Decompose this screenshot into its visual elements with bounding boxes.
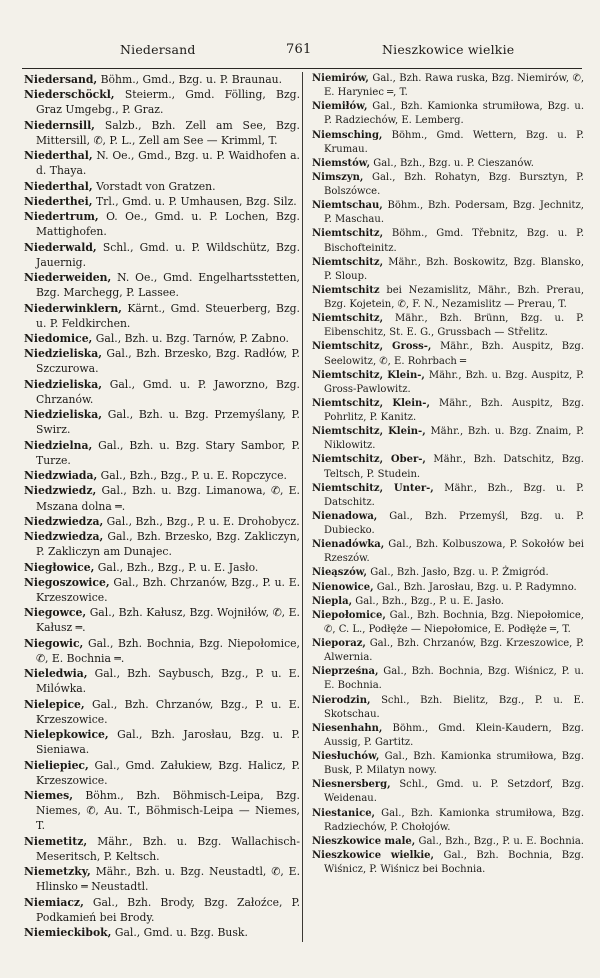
gazetteer-entry bbox=[312, 171, 584, 199]
gazetteer-entry bbox=[312, 312, 584, 340]
column-divider bbox=[302, 72, 303, 942]
entry-text: Gal., Bzh., Bzg., P. u. E. Ropczyce. bbox=[100, 469, 287, 483]
gazetteer-entry bbox=[24, 331, 300, 346]
entry-name: Niederschöckl, bbox=[24, 88, 115, 102]
entry-name: Nieąszów, bbox=[312, 567, 368, 579]
entry-text: Gal., Gmd. u. Bzg. Busk. bbox=[114, 926, 248, 940]
page-header bbox=[0, 42, 600, 62]
entry-name: Niedernsill, bbox=[24, 118, 95, 132]
gazetteer-entry bbox=[24, 514, 300, 529]
gazetteer-entry bbox=[24, 468, 300, 483]
entry-name: Niemtschitz, Klein-, bbox=[312, 426, 426, 438]
entry-text: Mähr., Bzh., Bzg. u. P. Datschitz. bbox=[324, 482, 584, 508]
gazetteer-entry bbox=[24, 895, 300, 925]
header-rule bbox=[22, 68, 582, 69]
gazetteer-entry bbox=[24, 666, 300, 696]
gazetteer-entry bbox=[24, 407, 300, 437]
entry-text: Gal., Bzh. u. Bzg. Limanowa, ✆, E. Mszana dolna ═. bbox=[36, 484, 300, 513]
entry-text: Böhm., Gmd. Třebnitz, Bzg. u. P. Bischofteinitz. bbox=[324, 228, 584, 254]
running-head-right: Nieszkowice wielkie bbox=[382, 42, 515, 57]
entry-name: Niesnersberg, bbox=[312, 779, 391, 791]
gazetteer-entry bbox=[24, 605, 300, 635]
entry-name: Nieszkowice wielkie, bbox=[312, 849, 434, 861]
gazetteer-entry bbox=[312, 694, 584, 722]
entry-name: Nieprześna, bbox=[312, 666, 379, 678]
gazetteer-entry bbox=[24, 179, 300, 194]
gazetteer-entry bbox=[312, 256, 584, 284]
entry-text: Gal., Bzh., Bzg. u. P. Cieszanów. bbox=[373, 157, 534, 169]
gazetteer-entry bbox=[312, 581, 584, 595]
entry-text: Gal., Bzh. Kamionka strumiłowa, Bzg. Busk, P. Milatyn nowy. bbox=[324, 751, 584, 777]
entry-text: Gal., Bzh. Bochnia, Bzg. Niepołomice, ✆, C. L., Podłęże — Niepołomice, E. Podłęże ═, T. bbox=[324, 609, 584, 635]
gazetteer-entry bbox=[312, 129, 584, 157]
entry-name: Niemirów, bbox=[312, 73, 369, 84]
entry-name: Niegoszowice, bbox=[24, 575, 110, 589]
entry-text: bei Nezamislitz, Mähr., Bzh. Prerau, Bzg. Kojetein, ✆, F. N., Nezamislitz — Prerau, T. bbox=[324, 284, 585, 310]
entry-text: Mähr., Bzh. Auspitz, Bzg. Pohrlitz, P. Kanitz. bbox=[324, 397, 585, 423]
gazetteer-entry bbox=[24, 925, 300, 940]
entry-text: Gal., Bzh. Chrzanów, Bzg., P. u. E. Krzeszowice. bbox=[36, 697, 301, 726]
entry-text: Mähr., Bzh. u. Bzg. Neustadtl, ✆, E. Hlinsko ═ Neustadtl. bbox=[36, 865, 300, 894]
page-number: 761 bbox=[286, 42, 312, 57]
entry-text: N. Oe., Gmd. Engelhartsstetten, Bzg. Marchegg, P. Lassee. bbox=[36, 271, 300, 300]
gazetteer-entry bbox=[312, 369, 584, 397]
entry-name: Niederwinklern, bbox=[24, 301, 122, 315]
entry-text: Salzb., Bzh. Zell am See, Bzg. Mittersill, ✆, P. L., Zell am See — Krimml, T. bbox=[36, 118, 300, 147]
entry-name: Niedzielna, bbox=[24, 438, 93, 452]
entry-name: Niedertrum, bbox=[24, 210, 99, 224]
entry-name: Nienowice, bbox=[312, 581, 374, 593]
gazetteer-entry bbox=[24, 697, 300, 727]
entry-text: Steierm., Gmd. Fölling, Bzg. Graz Umgebg., P. Graz. bbox=[36, 88, 300, 117]
entry-text: Mähr., Bzh. Brünn, Bzg. u. P. Eibenschitz, St. E. G., Grussbach — Střelitz. bbox=[324, 313, 584, 339]
gazetteer-entry bbox=[312, 482, 584, 510]
gazetteer-entry bbox=[24, 118, 300, 148]
entry-name: Niemtschitz bbox=[312, 284, 380, 296]
entry-text: Gal., Bzh. Kałusz, Bzg. Wojniłów, ✆, E. Kałusz ═. bbox=[36, 606, 300, 635]
entry-name: Nienadówka, bbox=[312, 539, 385, 551]
gazetteer-entry bbox=[312, 637, 584, 665]
gazetteer-entry bbox=[312, 227, 584, 255]
gazetteer-entry bbox=[24, 377, 300, 407]
gazetteer-entry bbox=[24, 864, 300, 894]
gazetteer-entry bbox=[312, 609, 584, 637]
running-head-left: Niedersand bbox=[120, 42, 196, 57]
entry-name: Niedzieliska, bbox=[24, 408, 103, 422]
entry-name: Niemtschitz, bbox=[312, 228, 384, 240]
gazetteer-entry bbox=[24, 72, 300, 87]
entry-name: Niestanice, bbox=[312, 807, 376, 819]
gazetteer-entry bbox=[24, 529, 300, 559]
entry-name: Niederthei, bbox=[24, 194, 93, 208]
entry-name: Niedzieliska, bbox=[24, 377, 103, 391]
gazetteer-entry bbox=[312, 750, 584, 778]
entry-name: Nieszkowice male, bbox=[312, 835, 416, 847]
entry-name: Niesenhahn, bbox=[312, 722, 383, 734]
gazetteer-entry bbox=[312, 510, 584, 538]
gazetteer-entry bbox=[24, 301, 300, 331]
gazetteer-entry bbox=[24, 438, 300, 468]
entry-text: Gal., Bzh. Bochnia, Bzg. Wiśnicz, P. u. E. Bochnia. bbox=[324, 666, 584, 692]
entry-name: Niedomice, bbox=[24, 331, 93, 345]
entry-text: Mähr., Bzh. u. Bzg. Znaim, P. Niklowitz. bbox=[324, 426, 585, 452]
entry-text: Mähr., Bzh. Boskowitz, Bzg. Blansko, P. Sloup. bbox=[324, 256, 584, 282]
entry-name: Niegłowice, bbox=[24, 560, 95, 574]
entry-text: Gal., Bzh. Brzesko, Bzg. Zakliczyn, P. Zakliczyn am Dunajec. bbox=[36, 530, 300, 559]
entry-name: Niemtschitz, Gross-, bbox=[312, 341, 432, 353]
gazetteer-entry bbox=[312, 595, 584, 609]
entry-text: Gal., Bzh. Brzesko, Bzg. Radłów, P. Szczurowa. bbox=[36, 347, 300, 376]
entry-text: Gal., Bzh., Bzg., P. u. E. Jasło. bbox=[355, 595, 504, 607]
entry-text: Gal., Bzh. Bochnia, Bzg. Wiśnicz, P. Wiśnicz bei Bochnia. bbox=[324, 849, 584, 875]
gazetteer-entry bbox=[312, 835, 584, 849]
entry-name: Niepołomice, bbox=[312, 609, 386, 621]
entry-name: Niederthal, bbox=[24, 149, 93, 163]
entry-text: Gal., Bzh., Bzg., P. u. E. Jasło. bbox=[97, 560, 259, 574]
entry-name: Nimszyn, bbox=[312, 171, 364, 183]
entry-text: Gal., Bzh. Kolbuszowa, P. Sokołów bei Rzeszów. bbox=[324, 539, 584, 565]
entry-text: Mähr., Bzh. u. Bzg. Auspitz, P. Gross-Pawlowitz. bbox=[324, 369, 585, 395]
entry-text: Böhm., Gmd., Bzg. u. P. Braunau. bbox=[100, 73, 283, 86]
entry-text: Gal., Bzh. Jarosłau, Bzg. u. P. Sieniawa. bbox=[36, 728, 300, 757]
entry-text: Schl., Gmd. u. P. Setzdorf, Bzg. Weidenau. bbox=[324, 779, 584, 805]
gazetteer-entry bbox=[24, 575, 300, 605]
entry-text: Böhm., Gmd. Wettern, Bzg. u. P. Krumau. bbox=[324, 129, 584, 155]
entry-name: Niemiłów, bbox=[312, 101, 368, 113]
gazetteer-entry bbox=[24, 560, 300, 575]
entry-text: Gal., Bzh. Rohatyn, Bzg. Bursztyn, P. Bolszówce. bbox=[324, 171, 584, 197]
entry-name: Niemieckibok, bbox=[24, 926, 112, 940]
entry-name: Niegowce, bbox=[24, 606, 87, 620]
entry-name: Nieporaz, bbox=[312, 638, 366, 649]
gazetteer-entry bbox=[312, 807, 584, 835]
entry-name: Niemes, bbox=[24, 789, 73, 803]
entry-text: Gal., Bzh. Chrzanów, Bzg., P. u. E. Krzeszowice. bbox=[36, 575, 301, 604]
gazetteer-entry bbox=[24, 727, 300, 757]
gazetteer-entry bbox=[24, 148, 300, 178]
entry-name: Niedersand, bbox=[24, 73, 98, 86]
gazetteer-entry bbox=[312, 425, 584, 453]
gazetteer-entry bbox=[24, 194, 300, 209]
entry-text: Gal., Bzh. Rawa ruska, Bzg. Niemirów, ✆, E. Haryniec ═, T. bbox=[324, 73, 584, 99]
entry-name: Niedzieliska, bbox=[24, 347, 103, 361]
entry-text: Gal., Bzh. Chrzanów, Bzg. Krzeszowice, P. Alwernia. bbox=[324, 638, 584, 664]
entry-name: Nieliepiec, bbox=[24, 758, 89, 772]
gazetteer-entry bbox=[312, 397, 584, 425]
entry-text: Schl., Gmd. u. P. Wildschütz, Bzg. Jauernig. bbox=[36, 240, 301, 269]
entry-name: Niemtschitz, bbox=[312, 313, 384, 325]
entry-text: Gal., Bzh. Przemyśl, Bzg. u. P. Dubiecko. bbox=[324, 510, 585, 536]
gazetteer-entry bbox=[312, 566, 584, 580]
entry-text: Mähr., Bzh. u. Bzg. Wallachisch-Meseritsch, P. Keltsch. bbox=[36, 834, 300, 863]
entry-text: Schl., Bzh. Bielitz, Bzg., P. u. E. Skotschau. bbox=[324, 694, 585, 720]
entry-text: Gal., Bzh. Bochnia, Bzg. Niepołomice, ✆, E. Bochnia ═. bbox=[36, 636, 300, 665]
entry-name: Niederwald, bbox=[24, 240, 97, 254]
entry-text: Gal., Bzh. Saybusch, Bzg., P. u. E. Milówka. bbox=[36, 667, 300, 696]
entry-name: Niedzwiedza, bbox=[24, 514, 104, 528]
gazetteer-entry bbox=[24, 240, 300, 270]
right-column bbox=[312, 72, 584, 877]
entry-name: Niedzwiedz, bbox=[24, 484, 97, 498]
entry-name: Niesłuchów, bbox=[312, 751, 380, 762]
entry-text: Vorstadt von Gratzen. bbox=[96, 179, 216, 193]
entry-name: Niederweiden, bbox=[24, 271, 112, 285]
entry-name: Niedzwiedza, bbox=[24, 530, 104, 544]
entry-name: Niemtschau, bbox=[312, 200, 383, 212]
gazetteer-entry bbox=[312, 100, 584, 128]
entry-text: Gal., Bzh. Kamionka strumiłowa, Bzg. u. P. Radziechów, E. Lemberg. bbox=[324, 101, 585, 127]
gazetteer-entry bbox=[24, 87, 300, 117]
gazetteer-entry bbox=[312, 665, 584, 693]
gazetteer-entry bbox=[24, 209, 300, 239]
gazetteer-entry bbox=[312, 284, 584, 312]
entry-name: Niedzwiada, bbox=[24, 469, 98, 483]
entry-text: Gal., Bzh. Brody, Bzg. Załoźce, P. Podkamień bei Brody. bbox=[36, 895, 301, 924]
entry-text: Gal., Bzh. Jasło, Bzg. u. P. Żmigród. bbox=[370, 567, 549, 579]
entry-text: O. Oe., Gmd. u. P. Lochen, Bzg. Mattighofen. bbox=[36, 210, 300, 239]
gazetteer-entry bbox=[24, 483, 300, 513]
entry-text: Gal., Bzh. u. Bzg. Tarnów, P. Zabno. bbox=[95, 331, 289, 345]
entry-name: Niemtschitz, Ober-, bbox=[312, 454, 426, 466]
entry-text: Gal., Bzh., Bzg., P. u. E. Drohobycz. bbox=[106, 514, 300, 528]
gazetteer-entry bbox=[312, 453, 584, 481]
gazetteer-entry bbox=[24, 758, 300, 788]
entry-name: Niemsching, bbox=[312, 129, 383, 141]
entry-name: Niemiacz, bbox=[24, 895, 84, 909]
gazetteer-entry bbox=[24, 346, 300, 376]
entry-name: Nienadowa, bbox=[312, 510, 378, 522]
entry-name: Niepla, bbox=[312, 595, 353, 607]
gazetteer-entry bbox=[312, 199, 584, 227]
entry-name: Niemetzky, bbox=[24, 865, 91, 879]
gazetteer-entry bbox=[24, 270, 300, 300]
entry-text: Gal., Gmd. Załukiew, Bzg. Halicz, P. Krzeszowice. bbox=[36, 758, 300, 787]
entry-name: Niemtschitz, bbox=[312, 256, 384, 268]
entry-text: Böhm., Bzh. Podersam, Bzg. Jechnitz, P. Maschau. bbox=[324, 200, 584, 226]
entry-text: N. Oe., Gmd., Bzg. u. P. Waidhofen a. d. Thaya. bbox=[36, 149, 300, 178]
entry-name: Niemtschitz, Unter-, bbox=[312, 482, 434, 494]
gazetteer-entry bbox=[24, 834, 300, 864]
gazetteer-entry bbox=[312, 72, 584, 100]
gazetteer-entry bbox=[312, 157, 584, 171]
gazetteer-entry bbox=[312, 778, 584, 806]
entry-text: Gal., Bzh. u. Bzg. Stary Sambor, P. Turze. bbox=[36, 438, 300, 467]
gazetteer-entry bbox=[312, 849, 584, 877]
gazetteer-entry bbox=[24, 788, 300, 834]
entry-name: Nielepkowice, bbox=[24, 728, 109, 742]
entry-text: Gal., Bzh. Kamionka strumiłowa, Bzg. Radziechów, P. Chołojów. bbox=[324, 807, 585, 833]
gazetteer-entry bbox=[312, 722, 584, 750]
gazetteer-entry bbox=[24, 636, 300, 666]
entry-text: Mähr., Bzh. Auspitz, Bzg. Seelowitz, ✆, E. Rohrbach ═ bbox=[324, 341, 584, 367]
entry-text: Trl., Gmd. u. P. Umhausen, Bzg. Silz. bbox=[95, 194, 297, 208]
entry-name: Niemtschitz, Klein-, bbox=[312, 369, 425, 381]
entry-text: Gal., Bzh. Jarosłau, Bzg. u. P. Radymno. bbox=[376, 581, 577, 593]
entry-name: Niemstów, bbox=[312, 157, 371, 169]
entry-name: Nielepice, bbox=[24, 697, 85, 711]
entry-name: Niegowic, bbox=[24, 636, 84, 650]
gazetteer-entry bbox=[312, 538, 584, 566]
entry-name: Niemetitz, bbox=[24, 834, 88, 848]
entry-text: Böhm., Bzh. Böhmisch-Leipa, Bzg. Niemes, ✆, Au. T., Böhmisch-Leipa — Niemes, T. bbox=[36, 789, 300, 833]
entry-text: Mähr., Bzh. Datschitz, Bzg. Teltsch, P. Studein. bbox=[324, 454, 584, 480]
entry-name: Niederthal, bbox=[24, 179, 93, 193]
entry-name: Nierodzin, bbox=[312, 694, 371, 706]
entry-name: Nieledwia, bbox=[24, 667, 88, 681]
entry-text: Kärnt., Gmd. Steuerberg, Bzg. u. P. Feldkirchen. bbox=[36, 301, 300, 330]
entry-text: Gal., Gmd. u. P. Jaworzno, Bzg. Chrzanów. bbox=[36, 377, 300, 406]
left-column bbox=[24, 72, 300, 940]
entry-text: Böhm., Gmd. Klein-Kaudern, Bzg. Aussig, P. Gartitz. bbox=[324, 722, 584, 748]
entry-name: Niemtschitz, Klein-, bbox=[312, 397, 430, 409]
entry-text: Gal., Bzh., Bzg., P. u. E. Bochnia. bbox=[418, 835, 584, 847]
gazetteer-entry bbox=[312, 340, 584, 368]
entry-text: Gal., Bzh. u. Bzg. Przemyślany, P. Swirz. bbox=[36, 408, 300, 437]
